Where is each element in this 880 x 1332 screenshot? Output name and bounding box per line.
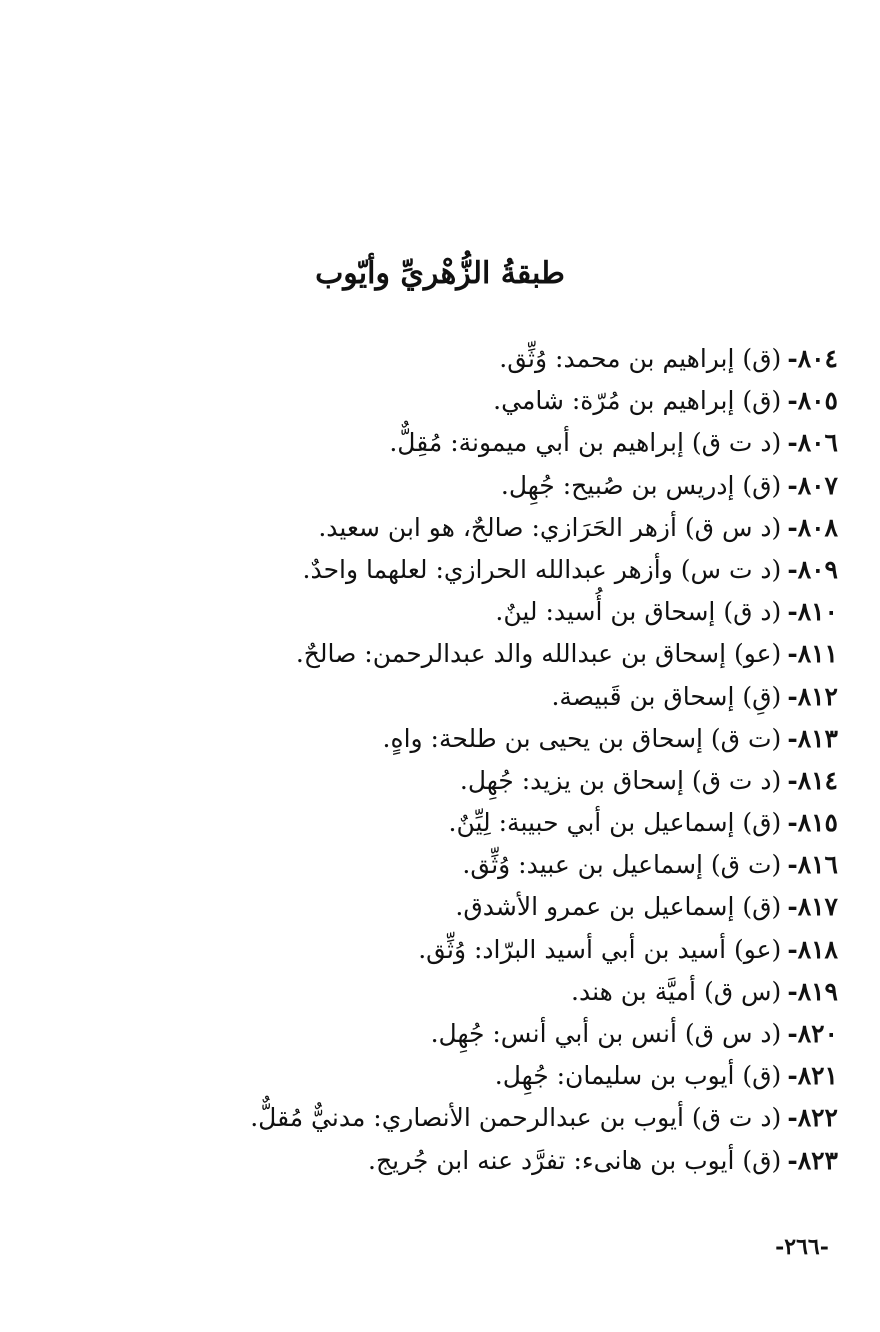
entry-number: ٨١٦- — [787, 850, 838, 880]
entry-number: ٨١٠- — [787, 597, 838, 627]
entry-number: ٨٠٤- — [787, 344, 838, 373]
entry-text: (عو) أسيد بن أبي أسيد البرّاد: وُثِّق. — [418, 934, 782, 964]
entry-text: (د ق) إسحاق بن أُسيد: لينٌ. — [495, 597, 782, 627]
entry-text: (عو) إسحاق بن عبدالله والد عبدالرحمن: صالحٌ. — [295, 639, 782, 669]
list-item — [198, 760, 838, 802]
list-item — [198, 1140, 838, 1182]
entry-number: ٨٢٠- — [787, 1019, 838, 1048]
entry-text: (د س ق) أنس بن أبي أنس: جُهِل. — [430, 1019, 782, 1048]
list-item — [198, 591, 838, 633]
entry-text: (ق) إسماعيل بن أبي حبيبة: لِيِّنٌ. — [448, 808, 782, 838]
list-item — [198, 549, 838, 591]
entry-text: (ق) إبراهيم بن مُرّة: شامي. — [493, 386, 782, 416]
entry-number: ٨١٢- — [787, 681, 838, 711]
entry-number: ٨١٩- — [787, 976, 838, 1006]
list-item — [198, 338, 838, 380]
entry-text: (ق) إسماعيل بن عمرو الأشدق. — [455, 892, 782, 922]
entry-text: (ق) أيوب بن هانىء: تفرَّد عنه ابن جُريج. — [368, 1145, 782, 1175]
entry-number: ٨١٨- — [787, 934, 838, 964]
list-item — [198, 1055, 838, 1097]
list-item — [198, 1013, 838, 1055]
entry-text: (س ق) أميَّة بن هند. — [571, 976, 782, 1006]
entry-text: (د س ق) أزهر الحَرَازي: صالحٌ، هو ابن سعيد. — [318, 512, 782, 542]
entry-number: ٨١١- — [787, 639, 838, 669]
list-item — [198, 929, 838, 971]
entry-text: (د ت ق) إسحاق بن يزيد: جُهِل. — [459, 765, 782, 795]
entry-number: ٨٢٢- — [787, 1103, 838, 1133]
entry-number: ٨٠٧- — [787, 470, 838, 500]
list-item — [198, 380, 838, 422]
entry-number: ٨٢١- — [787, 1061, 838, 1091]
entry-number: ٨٠٦- — [787, 428, 838, 458]
list-item — [198, 1097, 838, 1139]
list-item — [198, 844, 838, 886]
entry-text: (ت ق) إسحاق بن يحيى بن طلحة: واهٍ. — [382, 723, 782, 753]
list-item — [198, 422, 838, 464]
entry-number: ٨١٧- — [787, 892, 838, 922]
list-item — [198, 886, 838, 928]
list-item — [198, 507, 838, 549]
entry-text: (د ت ق) إبراهيم بن أبي ميمونة: مُقِلٌّ. — [389, 428, 782, 458]
entry-number: ٨١٤- — [787, 765, 838, 795]
list-item — [198, 718, 838, 760]
entry-text: (د ت س) وأزهر عبدالله الحرازي: لعلهما واحدٌ. — [302, 554, 782, 584]
list-item — [198, 971, 838, 1013]
section-heading: طبقةُ الزُّهْريِّ وأيّوب — [315, 256, 565, 291]
list-item — [198, 802, 838, 844]
list-item — [198, 465, 838, 507]
entry-number: ٨٠٨- — [787, 512, 838, 542]
entry-text: (ق) أيوب بن سليمان: جُهِل. — [494, 1061, 782, 1091]
entry-text: (قِ) إسحاق بن قَبيصة. — [551, 681, 782, 711]
entry-number: ٨٠٩- — [787, 554, 838, 584]
entry-number: ٨٢٣- — [787, 1145, 838, 1175]
entry-text: (د ت ق) أيوب بن عبدالرحمن الأنصاري: مدنيٌّ مُقلٌّ. — [250, 1103, 782, 1133]
list-item — [198, 676, 838, 718]
entry-number: ٨١٥- — [787, 808, 838, 838]
list-item — [198, 633, 838, 675]
narrator-list — [198, 338, 838, 1182]
entry-text: (ق) إدريس بن صُبيح: جُهِل. — [500, 470, 782, 500]
entry-number: ٨١٣- — [787, 723, 838, 753]
entry-text: (ت ق) إسماعيل بن عبيد: وُثِّق. — [462, 850, 782, 880]
entry-text: (ق) إبراهيم بن محمد: وُثِّق. — [499, 344, 782, 373]
entry-number: ٨٠٥- — [787, 386, 838, 416]
page-number: -٢٦٦- — [775, 1234, 829, 1260]
